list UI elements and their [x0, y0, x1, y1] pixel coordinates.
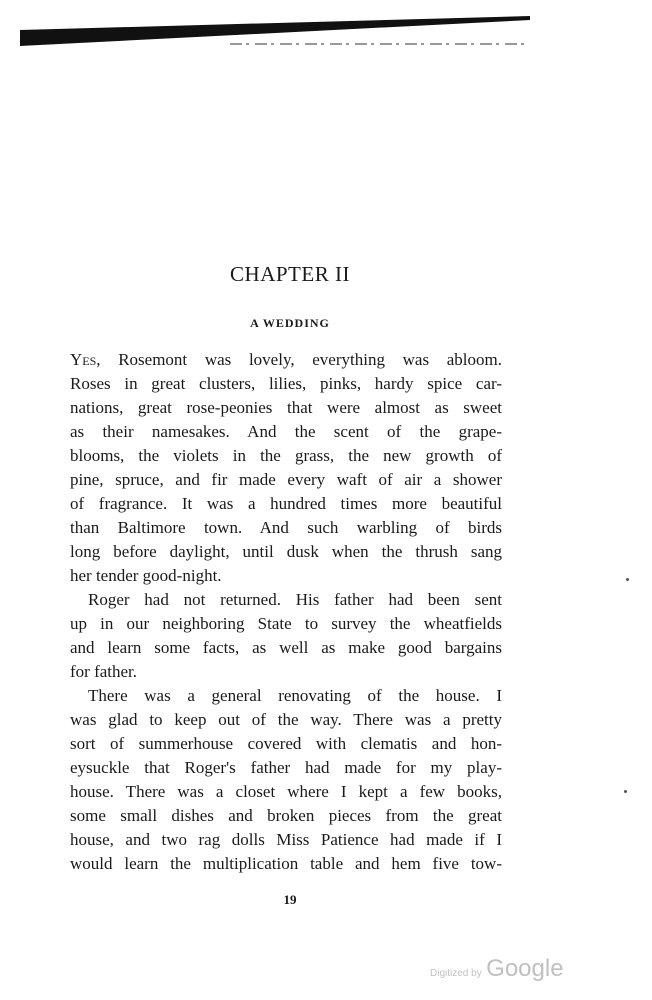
text-line: for father.: [70, 662, 138, 681]
text-line: Roses in great clusters, lilies, pinks, hardy spice car-: [70, 374, 502, 393]
text-line: blooms, the violets in the grass, the new growth of: [70, 446, 502, 465]
text-line: Roger had not returned. His father had been sent: [88, 590, 502, 609]
lead-word: Yes,: [70, 350, 101, 369]
text-line: long before daylight, until dusk when the thrush sang: [70, 542, 502, 561]
text-line: her tender good-night.: [70, 566, 222, 585]
paragraph-2: [70, 588, 502, 684]
top-scan-rule: [20, 14, 530, 48]
text-line: as their namesakes. And the scent of the grape-: [70, 422, 502, 441]
text-line: eysuckle that Roger's father had made for my play-: [70, 758, 502, 777]
google-logo: Google: [486, 955, 564, 982]
text-line: house. There was a closet where I kept a few books,: [70, 782, 502, 801]
text-line: would learn the multiplication table and hem five tow-: [70, 854, 502, 873]
scan-speck: [624, 790, 627, 793]
scan-speck: [626, 578, 629, 581]
text-line: was glad to keep out of the way. There was a pretty: [70, 710, 502, 729]
digitized-watermark: [430, 955, 564, 983]
chapter-heading: CHAPTER II: [230, 262, 350, 286]
text-line: house, and two rag dolls Miss Patience had made if I: [70, 830, 502, 849]
text-line: some small dishes and broken pieces from the great: [70, 806, 502, 825]
text-line: pine, spruce, and fir made every waft of air a shower: [70, 470, 502, 489]
text-line: up in our neighboring State to survey the wheatfields: [70, 614, 502, 633]
paragraph-3: [70, 684, 502, 876]
watermark-prefix: Digitized by: [430, 968, 482, 979]
text-line: There was a general renovating of the house. I: [88, 686, 502, 705]
text-line: and learn some facts, as well as make good bargains: [70, 638, 502, 657]
body-text: [70, 348, 502, 876]
text-line: nations, great rose-peonies that were almost as sweet: [70, 398, 502, 417]
text-line: sort of summerhouse covered with clematis and hon-: [70, 734, 502, 753]
text-line: than Baltimore town. And such warbling of birds: [70, 518, 502, 537]
paragraph-1: [70, 348, 502, 588]
page-number: 19: [283, 892, 297, 907]
chapter-subtitle: A WEDDING: [250, 316, 330, 330]
text-line: Yes, Rosemont was lovely, everything was abloom.: [70, 350, 502, 369]
text-line: of fragrance. It was a hundred times more beautiful: [70, 494, 502, 513]
